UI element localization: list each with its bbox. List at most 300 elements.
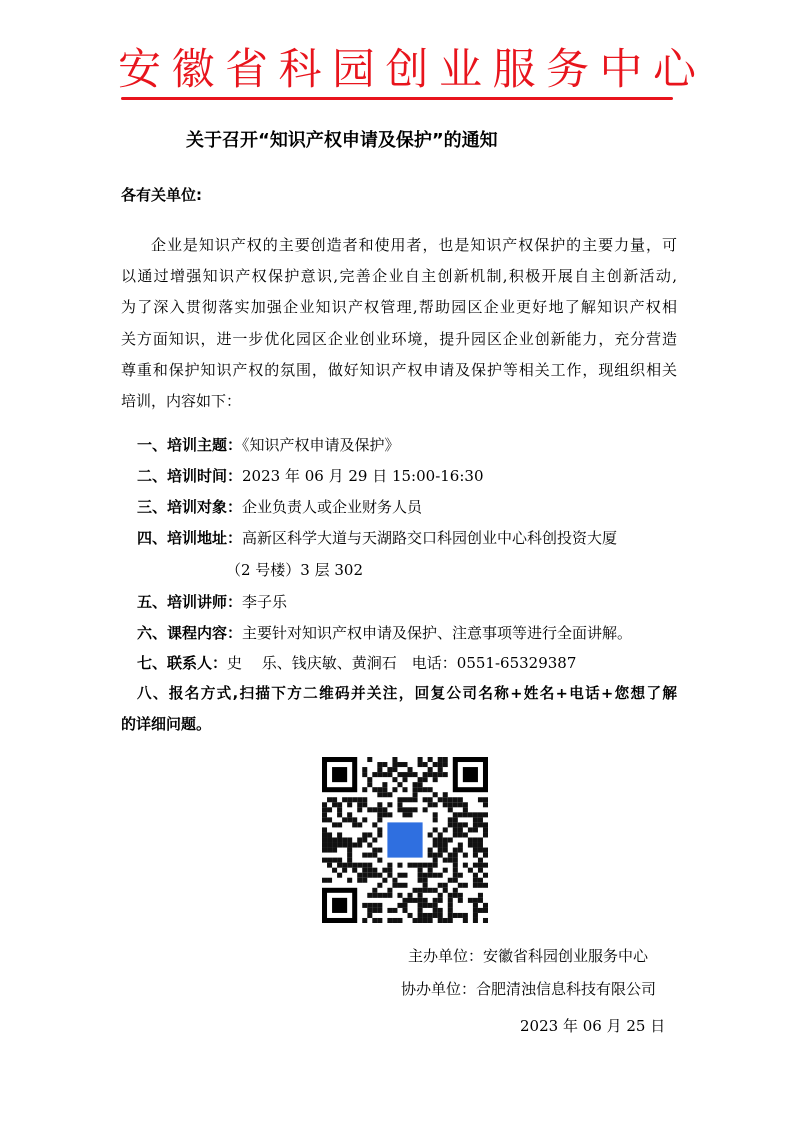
- intro-paragraph: [121, 230, 677, 417]
- qr-module: [433, 853, 438, 858]
- qr-module: [468, 837, 473, 842]
- qr-module: [377, 772, 382, 777]
- qr-module: [327, 797, 332, 802]
- intro-line: 尊重和保护知识产权的氛围，做好知识产权申请及保护等相关工作，现组织相关: [121, 360, 677, 379]
- qr-module: [423, 898, 428, 903]
- qr-module: [473, 903, 478, 908]
- qr-module: [377, 903, 382, 908]
- qr-module: [473, 878, 478, 883]
- qr-module: [402, 772, 407, 777]
- qr-module: [397, 873, 402, 878]
- qr-module: [337, 837, 342, 842]
- qr-module: [448, 797, 453, 802]
- host-org: 主办单位：安徽省科园创业服务中心: [408, 947, 649, 965]
- qr-module: [413, 782, 418, 787]
- qr-module: [423, 777, 428, 782]
- qr-module: [428, 918, 433, 923]
- qr-module: [418, 898, 423, 903]
- qr-module: [402, 908, 407, 913]
- qr-module: [392, 767, 397, 772]
- item-address-cont: （2 号楼）3 层 302: [226, 561, 364, 579]
- qr-module: [418, 868, 423, 873]
- qr-module: [362, 817, 367, 822]
- qr-module: [473, 863, 478, 868]
- qr-module: [372, 853, 377, 858]
- qr-module: [322, 837, 327, 842]
- qr-module: [377, 817, 382, 822]
- qr-module: [337, 843, 342, 848]
- qr-module: [438, 767, 443, 772]
- qr-module: [367, 913, 372, 918]
- qr-module: [322, 817, 327, 822]
- qr-module: [443, 757, 448, 762]
- qr-module: [408, 767, 413, 772]
- qr-module: [428, 802, 433, 807]
- qr-module: [423, 878, 428, 883]
- qr-module: [433, 888, 438, 893]
- qr-module: [382, 878, 387, 883]
- qr-module: [322, 848, 327, 853]
- qr-module: [473, 913, 478, 918]
- qr-module: [372, 837, 377, 842]
- qr-module: [377, 762, 382, 767]
- qr-module: [438, 848, 443, 853]
- qr-module: [438, 913, 443, 918]
- qr-module: [387, 908, 392, 913]
- qr-module: [397, 802, 402, 807]
- qr-module: [448, 853, 453, 858]
- qr-module: [428, 787, 433, 792]
- qr-module: [453, 797, 458, 802]
- qr-module: [453, 853, 458, 858]
- letterhead-divider: [121, 97, 673, 100]
- qr-module: [372, 807, 377, 812]
- qr-module: [463, 918, 468, 923]
- qr-module: [448, 918, 453, 923]
- qr-module: [362, 853, 367, 858]
- qr-module: [418, 863, 423, 868]
- qr-module: [322, 858, 327, 863]
- qr-module: [377, 918, 382, 923]
- qr-module: [322, 807, 327, 812]
- qr-module: [418, 913, 423, 918]
- qr-module: [322, 832, 327, 837]
- qr-module: [443, 883, 448, 888]
- qr-module: [342, 817, 347, 822]
- qr-module: [387, 868, 392, 873]
- qr-module: [377, 767, 382, 772]
- qr-module: [397, 762, 402, 767]
- qr-module: [418, 888, 423, 893]
- qr-module: [423, 772, 428, 777]
- qr-module: [443, 792, 448, 797]
- qr-module: [352, 868, 357, 873]
- qr-module: [458, 797, 463, 802]
- co-host-org: 协办单位：合肥清浊信息科技有限公司: [401, 980, 657, 998]
- qr-module: [433, 762, 438, 767]
- qr-module: [428, 767, 433, 772]
- qr-module: [342, 863, 347, 868]
- qr-module: [428, 848, 433, 853]
- qr-module: [367, 893, 372, 898]
- qr-module: [473, 843, 478, 848]
- qr-module: [483, 908, 488, 913]
- qr-module: [372, 868, 377, 873]
- qr-module: [347, 863, 352, 868]
- qr-module: [327, 807, 332, 812]
- qr-module: [483, 918, 488, 923]
- qr-module: [428, 868, 433, 873]
- greeting: 各有关单位:: [121, 186, 202, 204]
- qr-module: [448, 898, 453, 903]
- intro-line: 关方面知识，进一步优化园区企业创业环境，提升园区企业创新能力，充分营造: [121, 329, 677, 348]
- qr-module: [377, 832, 382, 837]
- qr-module: [352, 797, 357, 802]
- qr-module: [357, 863, 362, 868]
- qr-module: [483, 873, 488, 878]
- qr-module: [423, 863, 428, 868]
- qr-module: [362, 837, 367, 842]
- qr-module: [377, 812, 382, 817]
- qr-module: [392, 878, 397, 883]
- qr-module: [377, 787, 382, 792]
- qr-module: [428, 853, 433, 858]
- qr-module: [322, 843, 327, 848]
- qr-module: [372, 903, 377, 908]
- qr-module: [473, 873, 478, 878]
- qr-module: [458, 883, 463, 888]
- qr-module: [463, 863, 468, 868]
- qr-module: [347, 797, 352, 802]
- qr-module: [327, 837, 332, 842]
- qr-module: [387, 792, 392, 797]
- qr-module: [413, 797, 418, 802]
- qr-module: [337, 822, 342, 827]
- qr-module: [483, 827, 488, 832]
- qr-module: [468, 843, 473, 848]
- qr-module: [483, 883, 488, 888]
- qr-module: [327, 843, 332, 848]
- qr-logo-icon: [387, 822, 422, 857]
- intro-line: 为了深入贯彻落实加强企业知识产权管理,帮助园区企业更好地了解知识产权相: [121, 298, 677, 317]
- qr-module: [418, 782, 423, 787]
- qr-module: [428, 832, 433, 837]
- qr-module: [347, 837, 352, 842]
- qr-module: [367, 843, 372, 848]
- qr-module: [463, 832, 468, 837]
- qr-module: [428, 873, 433, 878]
- qr-module: [448, 817, 453, 822]
- qr-module: [483, 832, 488, 837]
- qr-module: [362, 903, 367, 908]
- intro-line: 以通过增强知识产权保护意识,完善企业自主创新机制,积极开展自主创新活动,: [121, 267, 677, 286]
- qr-module: [458, 827, 463, 832]
- qr-module: [433, 777, 438, 782]
- qr-module: [347, 812, 352, 817]
- qr-module: [443, 772, 448, 777]
- qr-module: [408, 772, 413, 777]
- qr-module: [423, 883, 428, 888]
- qr-module: [402, 898, 407, 903]
- qr-module: [352, 843, 357, 848]
- qr-module: [448, 802, 453, 807]
- qr-module: [433, 863, 438, 868]
- qr-module: [372, 888, 377, 893]
- qr-module: [433, 812, 438, 817]
- qr-module: [347, 817, 352, 822]
- qr-module: [347, 843, 352, 848]
- qr-module: [418, 762, 423, 767]
- qr-module: [347, 848, 352, 853]
- qr-module: [402, 883, 407, 888]
- qr-module: [418, 918, 423, 923]
- qr-module: [458, 822, 463, 827]
- qr-module: [362, 797, 367, 802]
- qr-module: [397, 918, 402, 923]
- qr-module: [357, 807, 362, 812]
- qr-module: [382, 772, 387, 777]
- qr-module: [428, 772, 433, 777]
- qr-module: [408, 913, 413, 918]
- qr-module: [418, 903, 423, 908]
- qr-module: [367, 853, 372, 858]
- qr-module: [357, 802, 362, 807]
- qr-module: [322, 878, 327, 883]
- qr-module: [473, 908, 478, 913]
- qr-module: [397, 772, 402, 777]
- qr-module: [397, 883, 402, 888]
- qr-module: [473, 918, 478, 923]
- qr-module: [433, 827, 438, 832]
- intro-line: 培训，内容如下：: [121, 392, 242, 411]
- qr-module: [423, 807, 428, 812]
- qr-module: [468, 827, 473, 832]
- qr-module: [463, 812, 468, 817]
- qr-module: [423, 913, 428, 918]
- qr-module: [478, 812, 483, 817]
- qr-module: [468, 898, 473, 903]
- qr-module: [332, 802, 337, 807]
- qr-module: [377, 873, 382, 878]
- qr-module: [327, 878, 332, 883]
- qr-module: [367, 863, 372, 868]
- qr-module: [483, 853, 488, 858]
- qr-module: [458, 812, 463, 817]
- qr-module: [458, 873, 463, 878]
- qr-module: [433, 772, 438, 777]
- qr-module: [367, 903, 372, 908]
- qr-module: [362, 787, 367, 792]
- qr-module: [433, 873, 438, 878]
- qr-module: [478, 797, 483, 802]
- qr-module: [473, 817, 478, 822]
- qr-module: [433, 858, 438, 863]
- item-contact: 七、联系人：史 乐、钱庆敏、黄涧石 电话：0551-65329387: [137, 654, 577, 672]
- qr-module: [347, 858, 352, 863]
- qr-module: [438, 853, 443, 858]
- qr-module: [367, 757, 372, 762]
- qr-module: [377, 848, 382, 853]
- qr-module: [433, 903, 438, 908]
- qr-module: [392, 757, 397, 762]
- qr-module: [367, 868, 372, 873]
- qr-module: [357, 843, 362, 848]
- intro-line: 企业是知识产权的主要创造者和使用者，也是知识产权保护的主要力量，可: [151, 236, 677, 254]
- qr-code[interactable]: [322, 757, 488, 923]
- qr-module: [397, 807, 402, 812]
- qr-module: [463, 853, 468, 858]
- item-lecturer: 五、培训讲师：李子乐: [137, 593, 288, 611]
- qr-module: [402, 797, 407, 802]
- qr-module: [357, 822, 362, 827]
- qr-module: [473, 883, 478, 888]
- qr-module: [367, 873, 372, 878]
- qr-module: [478, 817, 483, 822]
- qr-module: [347, 853, 352, 858]
- qr-module: [428, 797, 433, 802]
- qr-module: [483, 812, 488, 817]
- qr-module: [402, 762, 407, 767]
- qr-module: [367, 807, 372, 812]
- qr-module: [438, 772, 443, 777]
- qr-module: [443, 888, 448, 893]
- qr-module: [413, 772, 418, 777]
- qr-module: [387, 772, 392, 777]
- qr-module: [357, 797, 362, 802]
- qr-module: [367, 908, 372, 913]
- qr-module: [443, 858, 448, 863]
- qr-module: [448, 908, 453, 913]
- qr-module: [387, 888, 392, 893]
- qr-module: [453, 913, 458, 918]
- qr-module: [463, 883, 468, 888]
- qr-module: [392, 777, 397, 782]
- qr-module: [453, 817, 458, 822]
- qr-module: [448, 913, 453, 918]
- qr-module: [478, 863, 483, 868]
- qr-module: [438, 843, 443, 848]
- qr-module: [413, 863, 418, 868]
- qr-module: [387, 767, 392, 772]
- qr-module: [443, 802, 448, 807]
- qr-module: [433, 913, 438, 918]
- qr-module: [327, 863, 332, 868]
- qr-module: [372, 822, 377, 827]
- qr-module: [362, 863, 367, 868]
- qr-module: [438, 832, 443, 837]
- qr-module: [413, 888, 418, 893]
- qr-module: [453, 802, 458, 807]
- qr-module: [337, 802, 342, 807]
- qr-module: [402, 807, 407, 812]
- qr-module: [453, 822, 458, 827]
- qr-module: [458, 848, 463, 853]
- qr-module: [463, 913, 468, 918]
- qr-module: [342, 843, 347, 848]
- qr-module: [352, 822, 357, 827]
- qr-module: [448, 807, 453, 812]
- qr-module: [377, 827, 382, 832]
- qr-module: [483, 822, 488, 827]
- qr-module: [478, 858, 483, 863]
- qr-module: [478, 883, 483, 888]
- qr-module: [337, 812, 342, 817]
- qr-module: [478, 893, 483, 898]
- qr-module: [382, 782, 387, 787]
- qr-module: [372, 893, 377, 898]
- qr-module: [438, 837, 443, 842]
- qr-module: [428, 757, 433, 762]
- qr-module: [453, 863, 458, 868]
- qr-module: [377, 893, 382, 898]
- item-audience: 三、培训对象：企业负责人或企业财务人员: [137, 498, 423, 516]
- qr-module: [382, 787, 387, 792]
- item-topic: 一、培训主题：《知识产权申请及保护》: [137, 436, 400, 454]
- qr-module: [443, 868, 448, 873]
- qr-module: [448, 903, 453, 908]
- qr-module: [443, 797, 448, 802]
- qr-module: [362, 868, 367, 873]
- qr-module: [473, 853, 478, 858]
- qr-module: [392, 883, 397, 888]
- qr-module: [473, 848, 478, 853]
- qr-module: [377, 792, 382, 797]
- qr-module: [423, 888, 428, 893]
- qr-module: [423, 797, 428, 802]
- qr-module: [342, 797, 347, 802]
- qr-module: [478, 843, 483, 848]
- qr-module: [438, 918, 443, 923]
- qr-module: [332, 843, 337, 848]
- qr-module: [357, 873, 362, 878]
- qr-module: [453, 848, 458, 853]
- qr-module: [342, 837, 347, 842]
- qr-module: [433, 837, 438, 842]
- qr-module: [478, 898, 483, 903]
- qr-module: [377, 858, 382, 863]
- qr-module: [337, 858, 342, 863]
- qr-module: [392, 908, 397, 913]
- qr-module: [418, 873, 423, 878]
- qr-module: [382, 812, 387, 817]
- qr-module: [352, 863, 357, 868]
- qr-module: [382, 807, 387, 812]
- qr-module: [443, 843, 448, 848]
- qr-module: [418, 757, 423, 762]
- qr-module: [413, 807, 418, 812]
- qr-finder-core: [332, 898, 347, 913]
- qr-module: [367, 777, 372, 782]
- qr-module: [362, 918, 367, 923]
- qr-module: [443, 848, 448, 853]
- qr-module: [418, 878, 423, 883]
- qr-module: [332, 858, 337, 863]
- qr-module: [387, 863, 392, 868]
- qr-module: [402, 873, 407, 878]
- qr-module: [453, 868, 458, 873]
- qr-module: [413, 792, 418, 797]
- qr-module: [347, 878, 352, 883]
- qr-module: [322, 802, 327, 807]
- qr-module: [413, 898, 418, 903]
- qr-module: [397, 863, 402, 868]
- org-letterhead: 安徽省科园创业服务中心: [118, 45, 707, 95]
- qr-module: [473, 822, 478, 827]
- qr-module: [458, 898, 463, 903]
- qr-module: [438, 757, 443, 762]
- qr-module: [483, 797, 488, 802]
- qr-module: [423, 787, 428, 792]
